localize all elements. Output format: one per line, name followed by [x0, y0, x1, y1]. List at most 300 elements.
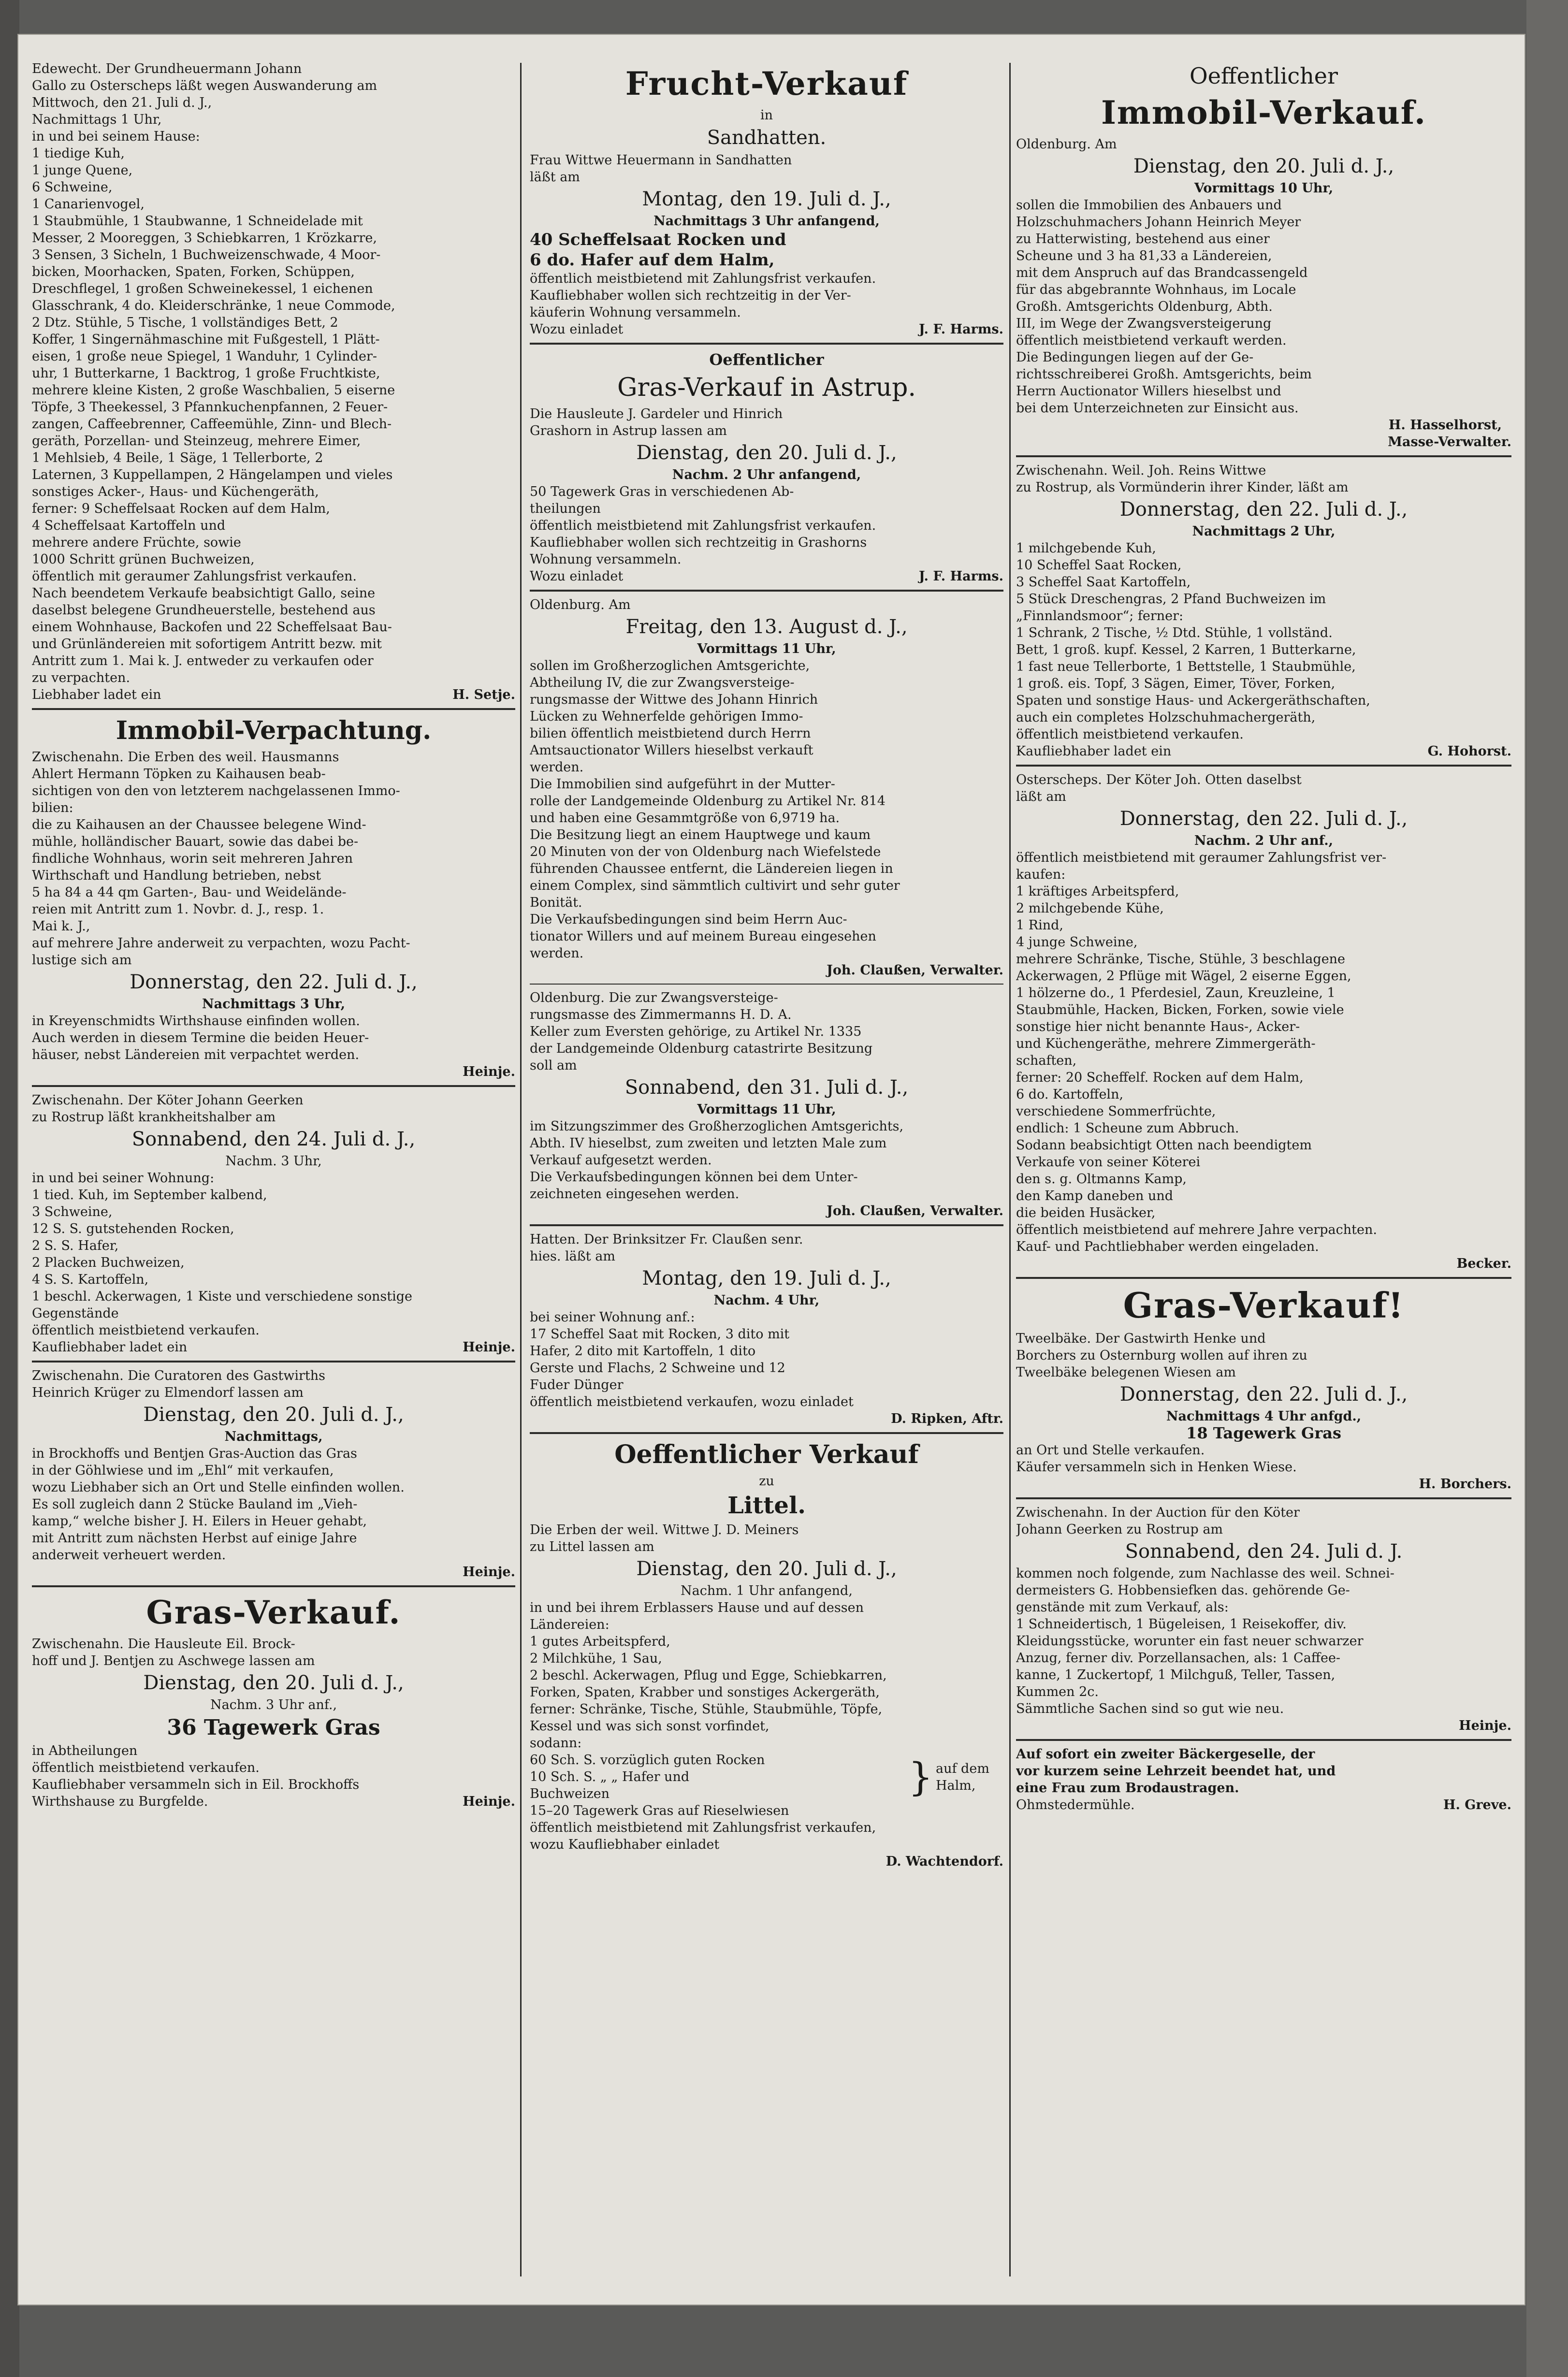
text-line: 4 junge Schweine, [1016, 935, 1138, 950]
ad-body [32, 60, 515, 686]
text-line: öffentlich meistbietend auf mehrere Jahre verpachten. [1016, 1222, 1377, 1237]
text-line: käuferin Wohnung versammeln. [530, 305, 741, 320]
text-line: Kauf- und Pachtliebhaber werden eingeladen. [1016, 1239, 1319, 1254]
text-line: Oldenburg. Die zur Zwangsversteige- [530, 990, 778, 1005]
signature-left: Wirthshause zu Burgfelde. [32, 1794, 208, 1809]
text-line: bilien: [32, 800, 73, 815]
text-line: eisen, 1 große neue Spiegel, 1 Wanduhr, 1 Cylinder- [32, 349, 377, 364]
text-line: Johann Geerken zu Rostrup am [1016, 1522, 1223, 1537]
text-line: 2 Placken Buchweizen, [32, 1255, 185, 1270]
text-line: Kaufliebhaber versammeln sich in Eil. Brockhoffs [32, 1777, 360, 1792]
separator [1016, 765, 1511, 767]
ad-time: Vormittags 11 Uhr, [697, 641, 836, 656]
text-line: sollen im Großherzoglichen Amtsgerichte, [530, 658, 810, 673]
text-line: bei dem Unterzeichneten zur Einsicht aus. [1016, 401, 1299, 416]
ad-time: Nachmittags, [224, 1429, 323, 1444]
text-line: Antritt zum 1. Mai k. J. entweder zu verkaufen oder [32, 653, 374, 668]
text-line: öffentlich meistbietend mit Zahlungsfrist verkaufen, [530, 1820, 876, 1835]
ad-time: Nachm. 2 Uhr anfangend, [672, 467, 861, 482]
ad-date: Sonnabend, den 24. Juli d. J. [1125, 1540, 1403, 1563]
text-line: uhr, 1 Butterkarne, 1 Backtrog, 1 große Fruchtkiste, [32, 366, 380, 381]
text-line: 10 Scheffel Saat Rocken, [1016, 558, 1182, 573]
ad-body-continued [32, 1013, 515, 1063]
text-line: Abth. IV hieselbst, zum zweiten und letzten Male zum [530, 1136, 887, 1151]
text-line: und haben eine Gesammtgröße von 6,9719 ha. [530, 811, 840, 826]
text-line: Zwischenahn. Die Hausleute Eil. Brock- [32, 1637, 295, 1652]
ad-time: Nachmittags 2 Uhr, [1192, 524, 1336, 539]
signature-right: J. F. Harms. [918, 322, 1003, 337]
text-line: wozu Kaufliebhaber einladet [530, 1837, 720, 1852]
text-line: Keller zum Eversten gehörige, zu Artikel Nr. 1335 [530, 1024, 862, 1039]
text-line: 3 Scheffel Saat Kartoffeln, [1016, 575, 1191, 590]
text-line: Mai k. J., [32, 919, 90, 934]
text-line: Anzug, ferner div. Porzellansachen, als: 1 Caffee- [1016, 1651, 1341, 1666]
text-line: 1 Staubmühle, 1 Staubwanne, 1 Schneidelade mit [32, 214, 363, 229]
text-line: öffentlich meistbietend mit Zahlungsfrist verkaufen. [530, 271, 876, 286]
signature-name: H. Hasselhorst, [1388, 418, 1502, 433]
text-line: schaften, [1016, 1053, 1077, 1068]
text-line: Sämmtliche Sachen sind so gut wie neu. [1016, 1701, 1284, 1716]
text-line: Herrn Auctionator Willers hieselbst und [1016, 384, 1281, 399]
text-line: theilungen [530, 501, 601, 516]
text-line: mit dem Anspruch auf das Brandcassengeld [1016, 265, 1308, 280]
ad-amount: 18 Tagewerk Gras [1186, 1424, 1341, 1442]
text-line: 1 fast neue Tellerborte, 1 Bettstelle, 1 Staubmühle, [1016, 659, 1356, 674]
text-line: Bonität. [530, 895, 582, 910]
ad-heading: Gras-Verkauf. [146, 1594, 401, 1631]
ad-date: Dienstag, den 20. Juli d. J., [636, 442, 897, 464]
text-line: Sodann beabsichtigt Otten nach beendigtem [1016, 1138, 1312, 1153]
text-line: 6 do. Hafer auf dem Halm, [530, 250, 775, 270]
text-line: den Kamp daneben und [1016, 1188, 1174, 1203]
text-line: bei seiner Wohnung anf.: [530, 1310, 695, 1325]
text-line: 10 Sch. S. „ „ Hafer und [530, 1769, 690, 1784]
text-line: öffentlich meistbietend verkaufen. [1016, 727, 1244, 742]
text-line: ferner: Schränke, Tische, Stühle, Staubmühle, Töpfe, [530, 1702, 883, 1717]
ad-body-continued [530, 1309, 1003, 1410]
ad-body [32, 1092, 515, 1126]
text-line: Die Verkaufsbedingungen können bei dem Unter- [530, 1170, 858, 1185]
text-line: zu Rostrup läßt krankheitshalber am [32, 1110, 276, 1125]
text-line: Dreschflegel, 1 großen Schweinekessel, 1 eichenen [32, 281, 373, 296]
signature-right: H. Borchers. [1419, 1477, 1511, 1492]
ad-subheading: in [760, 108, 773, 123]
ad-body [1016, 136, 1511, 153]
text-line: 5 ha 84 a 44 qm Garten-, Bau- und Weidelände- [32, 885, 347, 900]
ad-body [32, 1367, 515, 1401]
text-line: 1000 Schritt grünen Buchweizen, [32, 552, 255, 567]
text-line: Verkauf aufgesetzt werden. [530, 1153, 712, 1168]
scan-right-edge [1526, 0, 1568, 2377]
ad-body-continued [1016, 849, 1511, 1255]
ad-time: Nachm. 4 Uhr, [713, 1293, 820, 1308]
text-line: häuser, nebst Ländereien mit verpachtet werden. [32, 1047, 360, 1062]
text-line: 1 junge Quene, [32, 163, 133, 178]
text-line: 1 beschl. Ackerwagen, 1 Kiste und verschiedene sonstige [32, 1289, 412, 1304]
text-line: öffentlich meistbietend verkauft werden. [1016, 333, 1287, 348]
ad-date: Donnerstag, den 22. Juli d. J., [1119, 1383, 1408, 1406]
text-line: mehrere Schränke, Tische, Stühle, 3 beschlagene [1016, 952, 1346, 967]
text-line: Wirthschaft und Handlung betrieben, nebst [32, 868, 321, 883]
text-line: Forken, Spaten, Krabber und sonstiges Ackergeräth, [530, 1685, 880, 1700]
text-line: richtsschreiberei Großh. Amtsgerichts, beim [1016, 367, 1312, 382]
ad-date: Dienstag, den 20. Juli d. J., [636, 1558, 897, 1580]
ad-body-continued [1016, 540, 1511, 743]
text-line: sodann: [530, 1736, 582, 1751]
text-line: 1 tiedige Kuh, [32, 146, 125, 161]
text-line: Koffer, 1 Singernähmaschine mit Fußgestell, 1 Plätt- [32, 332, 380, 347]
bracket-group [530, 1752, 1003, 1802]
ad-place: Sandhatten. [707, 127, 827, 149]
ad-heading: Immobil-Verpachtung. [116, 716, 432, 745]
separator [530, 984, 1003, 985]
ad-body [530, 152, 1003, 186]
text-line: Die Erben der weil. Wittwe J. D. Meiners [530, 1522, 799, 1537]
text-line: Verkaufe von seiner Köterei [1016, 1155, 1201, 1170]
text-line: Mittwoch, den 21. Juli d. J., [32, 95, 212, 110]
text-line: für das abgebrannte Wohnhaus, im Locale [1016, 282, 1296, 297]
text-line: kaufen: [1016, 867, 1066, 882]
text-line: Buchweizen [530, 1786, 610, 1801]
text-line: Ahlert Hermann Töpken zu Kaihausen beab- [32, 767, 326, 782]
text-line: mühle, holländischer Bauart, sowie das dabei be- [32, 834, 359, 849]
text-line: rungsmasse des Zimmermanns H. D. A. [530, 1007, 792, 1022]
signature-right: Joh. Claußen, Verwalter. [827, 1203, 1003, 1218]
ad-heading: Oeffentlicher Verkauf [614, 1440, 919, 1469]
text-line: zu Littel lassen am [530, 1539, 654, 1554]
ad-subheading: zu [759, 1474, 774, 1489]
ad-body-continued [32, 1445, 515, 1564]
ad-geerken-sonnabend [32, 1092, 515, 1356]
ad-heading: Gras-Verkauf! [1123, 1285, 1405, 1326]
text-line: Amtsauctionator Willers hieselbst verkauft [530, 743, 813, 758]
text-line: Hafer, 2 dito mit Kartoffeln, 1 dito [530, 1344, 756, 1359]
text-line: in Brockhoffs und Bentjen Gras-Auction das Gras [32, 1446, 357, 1461]
text-line: Scheune und 3 ha 81,33 a Ländereien, [1016, 248, 1272, 263]
text-line: Es soll zugleich dann 2 Stücke Bauland im „Vieh- [32, 1497, 358, 1512]
text-line: 1 Mehlsieb, 4 Beile, 1 Säge, 1 Tellerborte, 2 [32, 450, 323, 465]
signature-right: G. Hohorst. [1427, 744, 1511, 759]
ad-time: Nachmittags 4 Uhr anfgd., [1166, 1409, 1362, 1424]
text-line: führenden Chaussee entfernt, die Ländereien liegen in [530, 861, 893, 876]
column-divider-2 [1009, 63, 1011, 2276]
text-line: Zwischenahn. Der Köter Johann Geerken [32, 1093, 304, 1108]
ad-signature [530, 321, 1003, 338]
text-line: Zwischenahn. In der Auction für den Köter [1016, 1505, 1300, 1520]
text-line: sonstige hier nicht benannte Haus-, Acker- [1016, 1019, 1300, 1034]
bracket-right-text: auf dem Halm, [936, 1761, 989, 1793]
signature-right: Heinje. [1459, 1718, 1511, 1733]
ad-date: Montag, den 19. Juli d. J., [642, 188, 891, 210]
text-line: Osterscheps. Der Köter Joh. Otten daselbst [1016, 772, 1302, 787]
text-line: kamp,“ welche bisher J. H. Eilers in Heuer gehabt, [32, 1514, 367, 1529]
ad-signature [32, 1339, 515, 1356]
ad-body-continued [530, 1118, 1003, 1203]
text-line: 6 Schweine, [32, 180, 113, 195]
separator [530, 590, 1003, 592]
text-line: 6 do. Kartoffeln, [1016, 1087, 1124, 1102]
text-line: 4 Scheffelsaat Kartoffeln und [32, 518, 226, 533]
signature-right: Joh. Claußen, Verwalter. [827, 963, 1003, 978]
text-line: 1 milchgebende Kuh, [1016, 541, 1156, 556]
separator [1016, 1277, 1511, 1279]
text-line: endlich: 1 Scheune zum Abbruch. [1016, 1121, 1239, 1136]
text-line: öffentlich meistbietend verkaufen, wozu einladet [530, 1394, 854, 1409]
ad-luecken-zwangsversteigerung [530, 596, 1003, 979]
ad-hobbensiefken-nachlass [1016, 1504, 1511, 1734]
separator [530, 343, 1003, 345]
ad-signature [32, 1063, 515, 1080]
text-line: Käufer versammeln sich in Henken Wiese. [1016, 1460, 1297, 1475]
text-line: Ackerwagen, 2 Pflüge mit Wägel, 2 eiserne Eggen, [1016, 969, 1351, 984]
text-line: 1 hölzerne do., 1 Pferdesiel, Zaun, Kreuzleine, 1 [1016, 986, 1336, 1000]
signature-right: H. Setje. [452, 687, 515, 702]
text-line: 5 Stück Dreschengras, 2 Pfand Buchweizen im [1016, 592, 1326, 607]
text-line: den s. g. Oltmanns Kamp, [1016, 1172, 1187, 1187]
ad-date: Dienstag, den 20. Juli d. J., [1133, 155, 1394, 177]
ad-preheading: Oeffentlicher [1190, 63, 1338, 89]
text-line: Abtheilung IV, die zur Zwangsversteige- [530, 675, 795, 690]
text-line: bicken, Moorhacken, Spaten, Forken, Schüppen, [32, 264, 355, 279]
ad-signature [32, 1793, 515, 1810]
ad-body [1016, 1330, 1511, 1381]
ad-body-continued [32, 1742, 515, 1793]
text-line: Zwischenahn. Die Curatoren des Gastwirths [32, 1368, 325, 1383]
ad-signature [32, 1564, 515, 1580]
signature-right: Heinje. [463, 1340, 515, 1355]
text-line: „Finnlandsmoor“; ferner: [1016, 609, 1184, 623]
text-line: Töpfe, 3 Theekessel, 3 Pfannkuchenpfannen, 2 Feuer- [32, 400, 388, 415]
text-line: Zwischenahn. Weil. Joh. Reins Wittwe [1016, 463, 1266, 478]
text-line: öffentlich meistbietend verkaufen. [32, 1760, 260, 1775]
ad-body-continued [530, 270, 1003, 321]
text-line: 2 S. S. Hafer, [32, 1238, 119, 1253]
text-line: und Grünländereien mit sofortigem Antritt bezw. mit [32, 637, 382, 652]
text-line: Edewecht. Der Grundheuermann Johann [32, 61, 302, 76]
ad-body-continued [1016, 1565, 1511, 1717]
text-line: Die Immobilien sind aufgeführt in der Mutter- [530, 777, 835, 792]
ad-otten-osterscheps [1016, 771, 1511, 1272]
ad-signature [530, 1853, 1003, 1870]
ad-signature [1016, 1797, 1511, 1813]
text-line: Zwischenahn. Die Erben des weil. Hausmanns [32, 750, 339, 765]
signature-right: Heinje. [463, 1565, 515, 1580]
text-line: 60 Sch. S. vorzüglich guten Rocken [530, 1753, 765, 1768]
ad-time: Nachmittags 3 Uhr, [202, 997, 345, 1012]
text-line: Tweelbäke belegenen Wiesen am [1016, 1365, 1236, 1380]
text-line: dermeisters G. Hobbensiefken das. gehörende Ge- [1016, 1583, 1350, 1598]
text-line: Auch werden in diesem Termine die beiden Heuer- [32, 1030, 369, 1045]
text-line: Die Bedingungen liegen auf der Ge- [1016, 350, 1254, 365]
ad-date: Donnerstag, den 22. Juli d. J., [1119, 808, 1408, 830]
signature-left: Wozu einladet [530, 322, 624, 337]
text-line: Borchers zu Osternburg wollen auf ihren zu [1016, 1348, 1307, 1363]
text-line: rolle der Landgemeinde Oldenburg zu Artikel Nr. 814 [530, 794, 886, 809]
separator [1016, 455, 1511, 457]
separator [1016, 1497, 1511, 1499]
signature-left: Ohmstedermühle. [1016, 1797, 1135, 1812]
ad-signature [530, 1410, 1003, 1427]
separator [530, 1224, 1003, 1226]
text-line: Hatten. Der Brinksitzer Fr. Claußen senr. [530, 1232, 803, 1247]
text-line: wozu Liebhaber sich an Ort und Stelle einfinden wollen. [32, 1480, 405, 1495]
text-line: Spaten und sonstige Haus- und Ackergeräthschaften, [1016, 693, 1370, 708]
text-line: in Kreyenschmidts Wirthshause einfinden wollen. [32, 1014, 360, 1029]
text-line: werden. [530, 760, 584, 775]
text-line: Oldenburg. Am [1016, 137, 1117, 152]
ad-body [1016, 1746, 1511, 1797]
text-line: 1 Canarienvogel, [32, 197, 145, 212]
ad-time: Nachm. 2 Uhr anf., [1194, 833, 1334, 848]
text-line: die beiden Husäcker, [1016, 1205, 1156, 1220]
text-line: hoff und J. Bentjen zu Aschwege lassen am [32, 1653, 315, 1668]
ad-body [530, 1231, 1003, 1265]
ad-body-continued [530, 1599, 1003, 1752]
ad-body [32, 1636, 515, 1669]
text-line: Die Hausleute J. Gardeler und Hinrich [530, 406, 783, 421]
ad-time: Vormittags 10 Uhr, [1194, 181, 1334, 196]
scan-left-edge [0, 0, 19, 2377]
signature-role: Masse-Verwalter. [1388, 435, 1511, 449]
text-line: 1 tied. Kuh, im September kalbend, [32, 1188, 267, 1203]
ad-frucht-verkauf [530, 63, 1003, 338]
text-line: rungsmasse der Wittwe des Johann Hinrich [530, 692, 818, 707]
text-line: Bett, 1 groß. kupf. Kessel, 2 Karren, 1 Butterkarne, [1016, 642, 1356, 657]
text-line: 1 Rind, [1016, 918, 1063, 933]
ad-time: Nachm. 1 Uhr anfangend, [681, 1583, 853, 1598]
ad-body [1016, 771, 1511, 805]
text-line: mehrere kleine Kisten, 2 große Waschbalien, 5 eiserne [32, 383, 395, 398]
ad-body-continued [1016, 1442, 1511, 1476]
text-line: 17 Scheffel Saat mit Rocken, 3 dito mit [530, 1327, 790, 1342]
column-1 [32, 60, 515, 2276]
text-line: öffentlich mit geraumer Zahlungsfrist verkaufen. [32, 569, 357, 584]
text-line: 2 Dtz. Stühle, 5 Tische, 1 vollständiges Bett, 2 [32, 315, 338, 330]
text-line: ferner: 20 Scheffelf. Rocken auf dem Halm, [1016, 1070, 1304, 1085]
ad-date: Donnerstag, den 22. Juli d. J., [1119, 498, 1408, 521]
text-line: Grashorn in Astrup lassen am [530, 423, 727, 438]
text-line: 20 Minuten von der von Oldenburg nach Wiefelstede [530, 844, 881, 859]
ad-body [1016, 462, 1511, 496]
ad-place: Littel. [727, 1492, 806, 1519]
text-line: verschiedene Sommerfrüchte, [1016, 1104, 1216, 1119]
ad-signature [1016, 1255, 1511, 1272]
ad-body [530, 596, 1003, 613]
ad-heading: Frucht-Verkauf [625, 65, 908, 102]
text-line: läßt am [1016, 789, 1066, 804]
text-line: Gallo zu Osterscheps läßt wegen Auswanderung am [32, 78, 377, 93]
ad-immobil-verkauf-meyer [1016, 62, 1511, 450]
text-line: Frau Wittwe Heuermann in Sandhatten [530, 153, 792, 168]
ad-date: Sonnabend, den 31. Juli d. J., [624, 1076, 909, 1099]
signature-right: Becker. [1456, 1256, 1511, 1271]
text-line: Kessel und was sich sonst vorfindet, [530, 1719, 769, 1734]
text-line: Gegenstände [32, 1306, 119, 1321]
ad-date: Dienstag, den 20. Juli d. J., [143, 1672, 404, 1694]
text-line: der Landgemeinde Oldenburg catastrirte Besitzung [530, 1041, 873, 1056]
ad-keller-zwangsversteigerung [530, 989, 1003, 1219]
text-line: 40 Scheffelsaat Rocken und [530, 230, 786, 249]
text-line: mit Antritt zum nächsten Herbst auf einige Jahre [32, 1531, 357, 1546]
ad-signature [530, 1203, 1003, 1219]
text-line: 15–20 Tagewerk Gras auf Rieselwiesen [530, 1803, 789, 1818]
text-line: Lücken zu Wehnerfelde gehörigen Immo- [530, 709, 803, 724]
signature-right: D. Ripken, Aftr. [891, 1411, 1003, 1426]
text-line: werden. [530, 946, 584, 961]
text-line: Staubmühle, Hacken, Bicken, Forken, sowie viele [1016, 1002, 1344, 1017]
ad-body-continued [530, 483, 1003, 568]
text-line: bilien öffentlich meistbietend durch Herrn [530, 726, 811, 741]
column-divider-1 [520, 63, 522, 2276]
text-line: Kaufliebhaber wollen sich rechtzeitig in der Ver- [530, 288, 851, 303]
text-line: kanne, 1 Zuckertopf, 1 Milchguß, Teller, Tassen, [1016, 1667, 1336, 1682]
text-line: in der Göhlwiese und im „Ehl“ mit verkaufen, [32, 1463, 334, 1478]
ad-time: Nachm. 3 Uhr anf., [210, 1697, 337, 1712]
text-line: Kleidungsstücke, worunter ein fast neuer schwarzer [1016, 1634, 1364, 1649]
text-line: 2 Milchkühe, 1 Sau, [530, 1651, 662, 1666]
text-line: zu Rostrup, als Vormünderin ihrer Kinder, läßt am [1016, 480, 1349, 495]
text-line: genstände mit zum Verkauf, als: [1016, 1600, 1229, 1615]
ad-body-continued [1016, 197, 1511, 417]
text-line: Fuder Dünger [530, 1377, 624, 1392]
text-line: anderweit verheuert werden. [32, 1548, 226, 1563]
text-line: in und bei seiner Wohnung: [32, 1171, 215, 1186]
text-line: einem Complex, sind sämmtlich cultivirt und sehr guter [530, 878, 900, 893]
text-line: öffentlich meistbietend mit Zahlungsfrist verkaufen. [530, 518, 876, 533]
ad-krueger-gras [32, 1367, 515, 1580]
ad-body [1016, 1504, 1511, 1538]
text-line: öffentlich meistbietend verkaufen. [32, 1323, 260, 1338]
ad-heading: Gras-Verkauf in Astrup. [617, 373, 916, 402]
text-line: auf mehrere Jahre anderweit zu verpachten, wozu Pacht- [32, 936, 410, 951]
text-line: Ländereien: [530, 1617, 610, 1632]
text-line: öffentlich meistbietend mit geraumer Zahlungsfrist ver- [1016, 850, 1387, 865]
text-line: Gerste und Flachs, 2 Schweine und 12 [530, 1361, 785, 1376]
text-line: 50 Tagewerk Gras in verschiedenen Ab- [530, 484, 794, 499]
signature-left: Kaufliebhaber ladet ein [1016, 744, 1172, 759]
text-line: Holzschuhmachers Johann Heinrich Meyer [1016, 215, 1301, 230]
ad-body-continued [32, 1170, 515, 1339]
text-line: reien mit Antritt zum 1. Novbr. d. J., resp. 1. [32, 902, 324, 917]
text-line: in Abtheilungen [32, 1743, 138, 1758]
text-line: Messer, 2 Mooreggen, 3 Schiebkarren, 1 Krözkarre, [32, 231, 377, 246]
ad-body [530, 1522, 1003, 1555]
text-line: vor kurzem seine Lehrzeit beendet hat, und [1016, 1764, 1336, 1779]
text-line: Heinrich Krüger zu Elmendorf lassen am [32, 1385, 304, 1400]
text-line: zu verpachten. [32, 670, 131, 685]
text-line: einem Wohnhause, Backofen und 22 Scheffelsaat Bau- [32, 620, 392, 635]
newspaper-page [17, 34, 1525, 2305]
ad-body [530, 989, 1003, 1074]
text-line: 1 groß. eis. Topf, 3 Sägen, Eimer, Töver, Forken, [1016, 676, 1336, 691]
ad-time: Vormittags 11 Uhr, [697, 1102, 836, 1117]
ad-baeckergeselle-gesucht [1016, 1746, 1511, 1813]
text-line: kommen noch folgende, zum Nachlasse des weil. Schnei- [1016, 1566, 1394, 1581]
signature-right: Heinje. [463, 1794, 515, 1809]
ad-gras-verkauf-astrup [530, 349, 1003, 585]
text-line: 4 S. S. Kartoffeln, [32, 1272, 149, 1287]
ad-date: Freitag, den 13. August d. J., [625, 616, 908, 638]
text-line: auch ein completes Holzschuhmachergeräth, [1016, 710, 1316, 725]
text-line: Nach beendetem Verkaufe beabsichtigt Gallo, seine [32, 586, 376, 601]
ad-date: Donnerstag, den 22. Juli d. J., [130, 971, 418, 993]
text-line: hies. läßt am [530, 1249, 615, 1264]
text-line: 1 Schrank, 2 Tische, ½ Dtd. Stühle, 1 vollständ. [1016, 625, 1333, 640]
ad-signature [1016, 1717, 1511, 1734]
text-line: III, im Wege der Zwangsversteigerung [1016, 316, 1272, 331]
text-line: daselbst belegene Grundheuerstelle, bestehend aus [32, 603, 376, 618]
text-line: Tweelbäke. Der Gastwirth Henke und [1016, 1331, 1266, 1346]
